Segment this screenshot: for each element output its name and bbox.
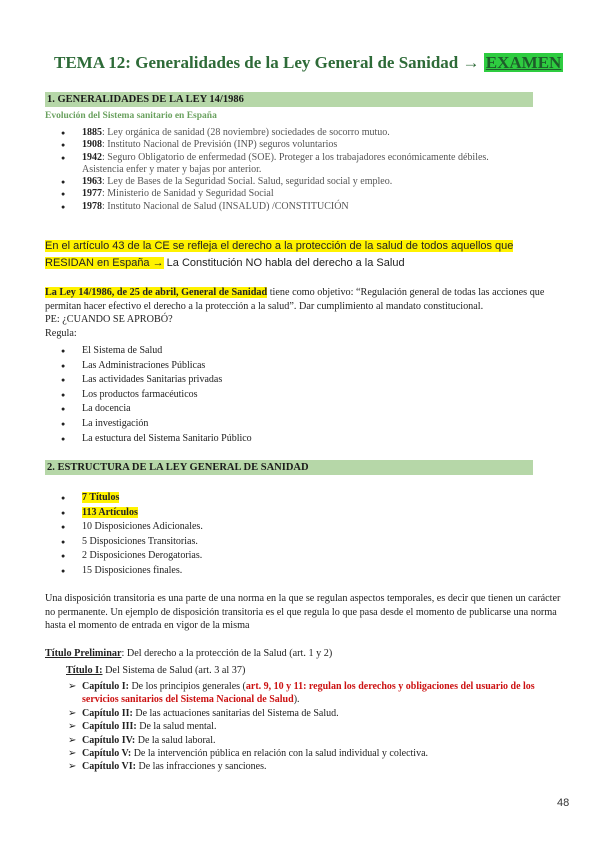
list-item: ● 1908: Instituto Nacional de Previsión (INP) seguros voluntarios <box>82 139 532 151</box>
section2-heading: 2. ESTRUCTURA DE LA LEY GENERAL DE SANIDAD <box>45 460 533 475</box>
page-title <box>54 53 563 73</box>
pe-question: PE: ¿CUANDO SE APROBÓ? <box>45 314 173 325</box>
history-list <box>82 127 532 213</box>
list-item: ● Los productos farmacéuticos <box>82 388 252 403</box>
constitution-note <box>45 238 565 272</box>
highlight-tail: La Constitución NO habla del derecho a la Salud <box>163 257 405 269</box>
highlight-text: En el artículo 43 de la CE se refleja el derecho a la protección de la salud de todos aquellos que RESIDAN en España → <box>45 240 514 269</box>
regula-label: Regula: <box>45 327 77 339</box>
list-item: ➢ Capítulo III: De la salud mental. <box>68 720 573 733</box>
structure-list <box>82 491 203 579</box>
ley-text: tiene como objetivo: “Regulación general de todas las acciones que permitan hacer efectivo el derecho a la protección a la salud”. Dar cumplimiento al mandato constitucional. <box>45 287 545 312</box>
list-item: ● La investigación <box>82 417 252 432</box>
list-item: ● 15 Disposiciones finales. <box>82 564 203 579</box>
list-item: ● 7 Títulos <box>82 491 203 506</box>
list-item: ➢ Capítulo V: De la intervención pública en relación con la salud individual y colectiva. <box>68 747 573 760</box>
list-item: ● 1942: Seguro Obligatorio de enfermedad (SOE). Proteger a los trabajadores económicamente débiles. Asistencia enfer y mater y bajas por anterior. <box>82 152 532 177</box>
title-text: TEMA 12: Generalidades de la Ley General de Sanidad → <box>54 53 480 72</box>
list-item: ● 2 Disposiciones Derogatorias. <box>82 549 203 564</box>
list-item: ➢ Capítulo VI: De las infracciones y sanciones. <box>68 760 573 773</box>
ley-paragraph <box>45 286 570 340</box>
section1-heading: 1. GENERALIDADES DE LA LEY 14/1986 <box>45 92 533 107</box>
list-item: ● 1978: Instituto Nacional de Salud (INSALUD) /CONSTITUCIÓN <box>82 201 532 213</box>
titulo-preliminar: Título Preliminar: Del derecho a la protección de la Salud (art. 1 y 2) <box>45 648 333 659</box>
exam-badge: EXAMEN <box>485 53 562 72</box>
list-item: ● 113 Artículos <box>82 506 203 521</box>
list-item: ➢ Capítulo II: De las actuaciones sanitarias del Sistema de Salud. <box>68 707 573 720</box>
list-item: ● La docencia <box>82 402 252 417</box>
titulo-1: Título I: Del Sistema de Salud (art. 3 al 37) <box>66 665 246 676</box>
list-item: ● La estuctura del Sistema Sanitario Público <box>82 432 252 447</box>
list-item: ● 1885: Ley orgánica de sanidad (28 noviembre) sociedades de socorro mutuo. <box>82 127 532 139</box>
section1-subheading: Evolución del Sistema sanitario en España <box>45 111 217 121</box>
page-number: 48 <box>557 797 570 809</box>
list-item: ● 1977: Ministerio de Sanidad y Seguridad Social <box>82 188 532 200</box>
list-item: ➢ Capítulo IV: De la salud laboral. <box>68 734 573 747</box>
regula-list <box>82 344 252 446</box>
list-item: ➢ Capítulo I: De los principios generales (art. 9, 10 y 11: regulan los derechos y obligaciones del usuario de los servicios sanitarios del Sistema Nacional de Salud). <box>68 680 573 707</box>
list-item: ● 5 Disposiciones Transitorias. <box>82 535 203 550</box>
ley-title: La Ley 14/1986, de 25 de abril, General de Sanidad <box>45 287 268 298</box>
list-item: ● Las actividades Sanitarias privadas <box>82 373 252 388</box>
capitulos-list <box>68 680 573 774</box>
list-item: ● 10 Disposiciones Adicionales. <box>82 520 203 535</box>
list-item: ● 1963: Ley de Bases de la Seguridad Social. Salud, seguridad social y empleo. <box>82 176 532 188</box>
list-item: ● El Sistema de Salud <box>82 344 252 359</box>
list-item: ● Las Administraciones Públicas <box>82 359 252 374</box>
transitoria-paragraph: Una disposición transitoria es una parte de una norma en la que se regulan aspectos temporales, es decir que tienen un carácter no permanente. Un ejemplo de disposición transitoria es el que regula lo que pasa desde el momento de publicarse una norma hasta el momento de entrada en vigor de la misma <box>45 593 561 631</box>
